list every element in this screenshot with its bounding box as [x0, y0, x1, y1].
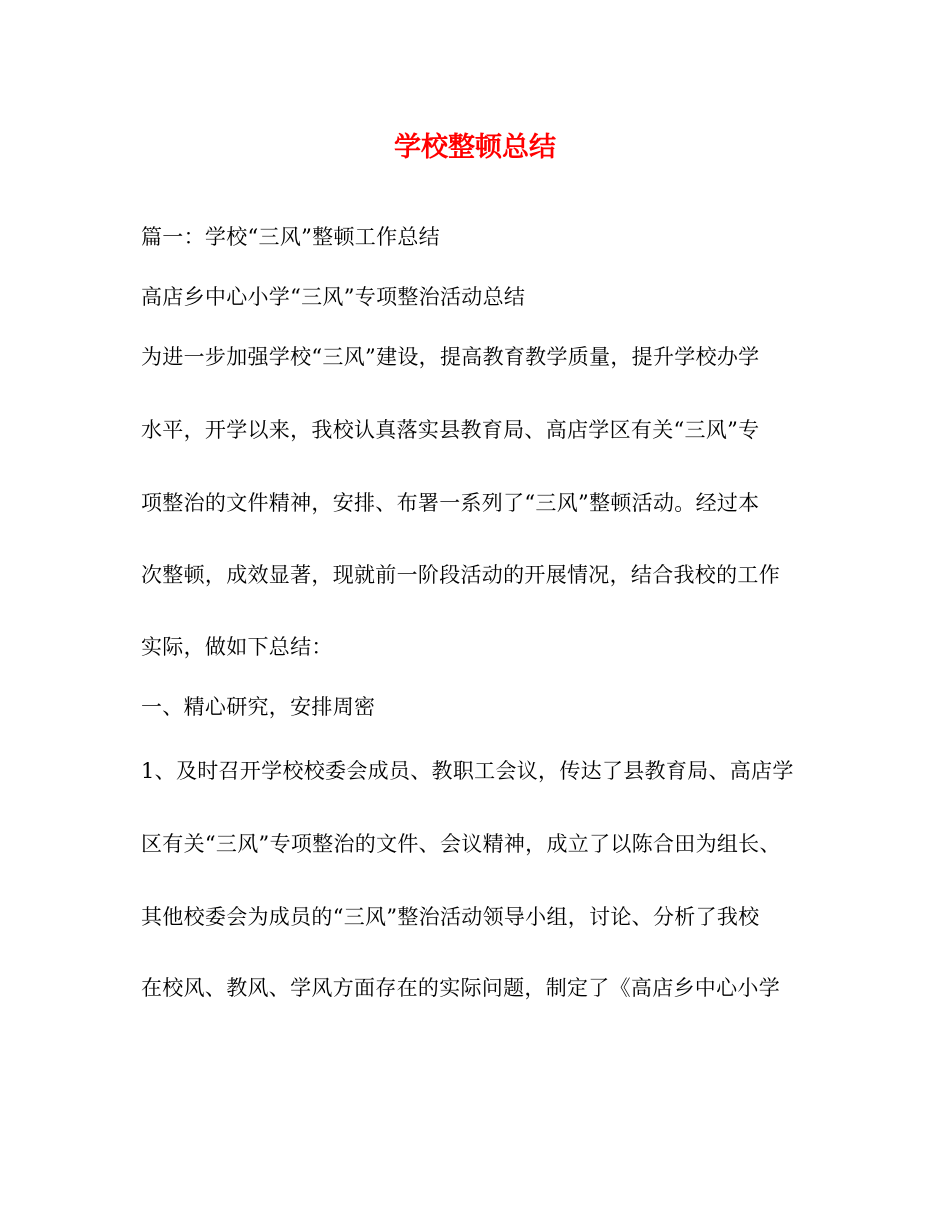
paragraph-line: 次整顿，成效显著，现就前一阶段活动的开展情况，结合我校的工作	[141, 563, 780, 587]
paragraph-line: 区有关“三风”专项整治的文件、会议精神，成立了以陈合田为组长、	[141, 832, 781, 856]
subtitle: 高店乡中心小学“三风”专项整治活动总结	[141, 285, 526, 309]
section-heading: 一、精心研究，安排周密	[141, 695, 376, 719]
paragraph-line: 其他校委会为成员的“三风”整治活动领导小组，讨论、分析了我校	[141, 905, 760, 929]
paragraph-line: 水平，开学以来，我校认真落实县教育局、高店学区有关“三风”专	[141, 418, 760, 442]
paragraph-line: 实际，做如下总结：	[141, 635, 333, 659]
paragraph-line: 在校风、教风、学风方面存在的实际问题，制定了《高店乡中心小学	[141, 976, 780, 1000]
section-heading: 篇一：学校“三风”整顿工作总结	[141, 225, 440, 249]
paragraph-line: 1、及时召开学校校委会成员、教职工会议，传达了县教育局、高店学	[141, 759, 794, 783]
document-title: 学校整顿总结	[394, 132, 556, 163]
paragraph-line: 为进一步加强学校“三风”建设，提高教育教学质量，提升学校办学	[141, 345, 760, 369]
paragraph-line: 项整治的文件精神，安排、布署一系列了“三风”整顿活动。经过本	[141, 491, 760, 515]
